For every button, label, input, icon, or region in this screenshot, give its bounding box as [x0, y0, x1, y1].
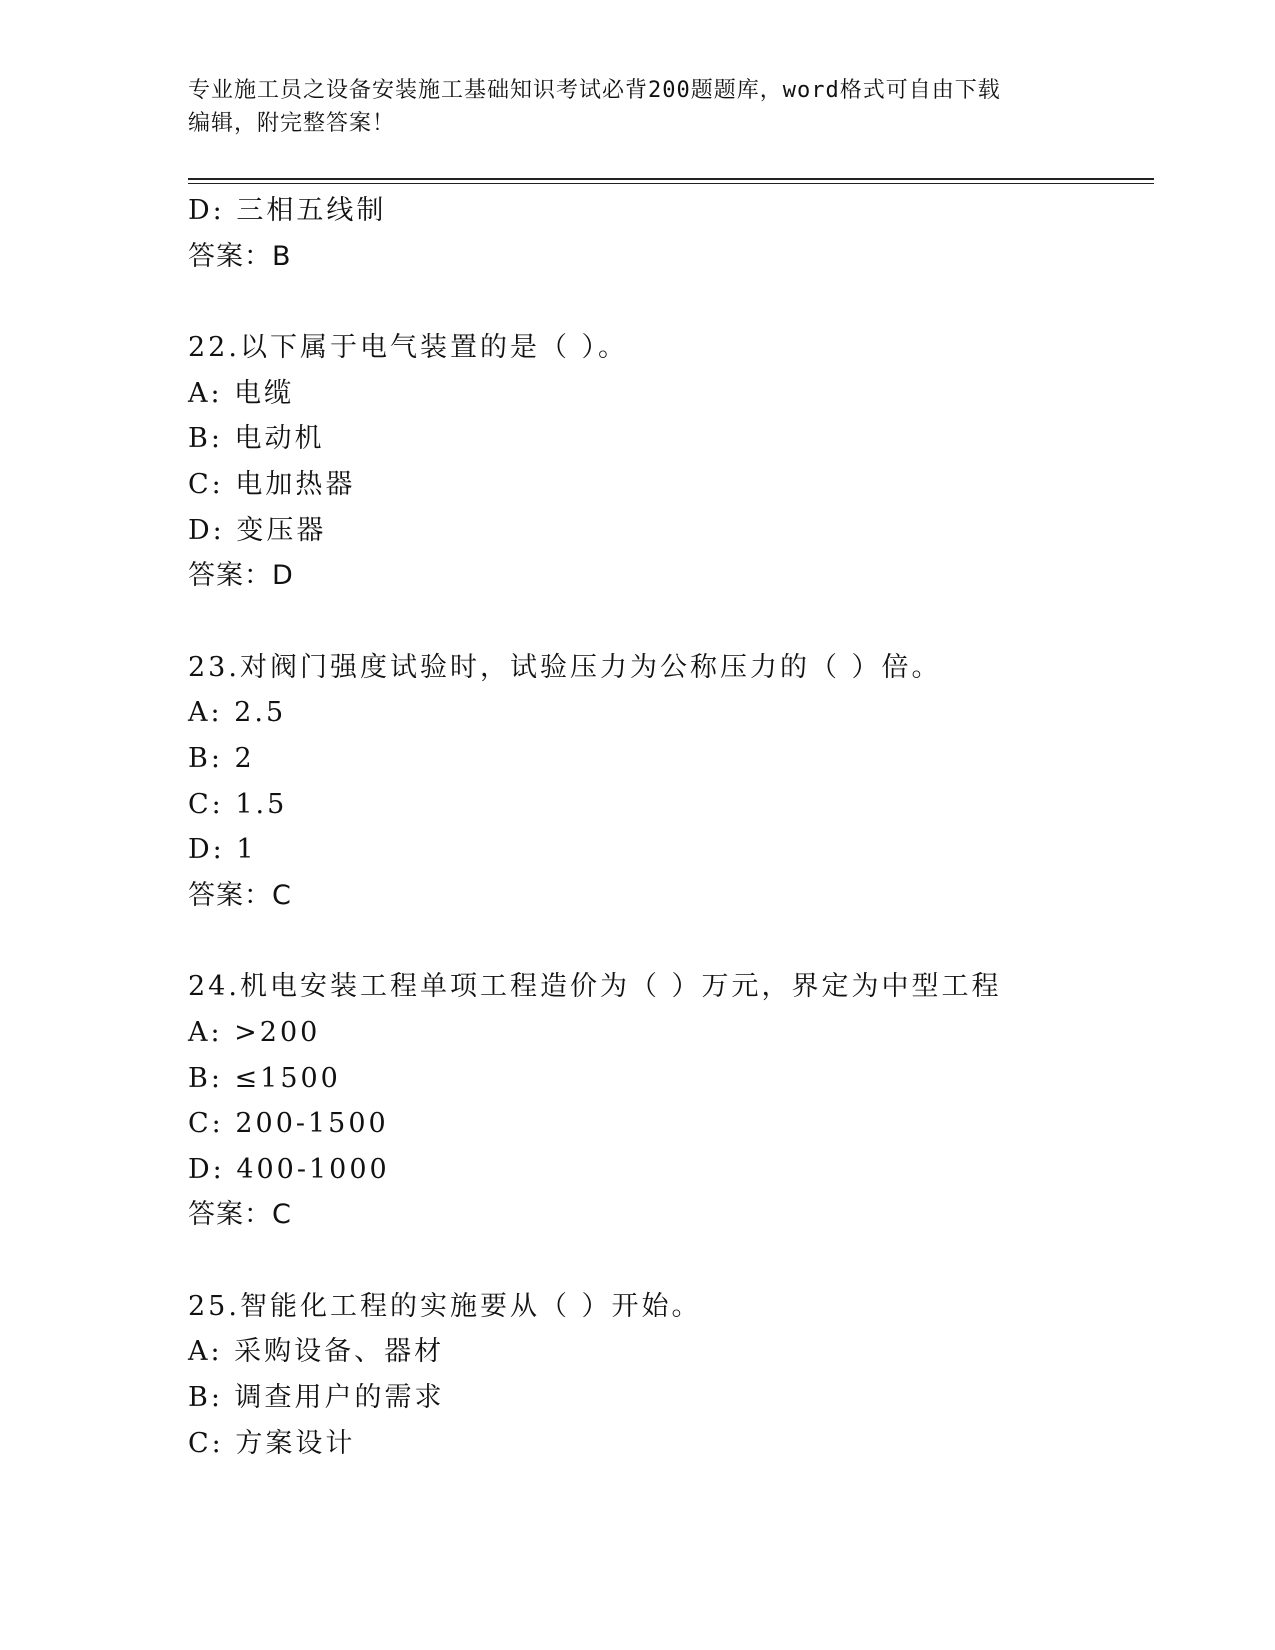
option-c: C: 200-1500: [188, 1108, 389, 1140]
spacer: [188, 279, 1154, 325]
option-d: D: 变压器: [188, 514, 327, 546]
option-a: A: 采购设备、器材: [188, 1336, 445, 1368]
question-stem: 23.对阀门强度试验时，试验压力为公称压力的（ ）倍。: [188, 651, 942, 683]
question-stem: 22.以下属于电气装置的是（ ）。: [188, 332, 629, 364]
option-a: A: 电缆: [188, 377, 295, 409]
option-b: B: 2: [188, 742, 255, 774]
question-24: [188, 964, 1154, 1238]
document-header: [188, 74, 1078, 140]
question-stem: 25.智能化工程的实施要从（ ）开始。: [188, 1290, 702, 1322]
option-c: C: 1.5: [188, 788, 288, 820]
question-22: [188, 325, 1154, 599]
option-b: B: ≤1500: [188, 1062, 341, 1094]
answer: 答案：C: [188, 1199, 292, 1231]
prev-answer: 答案：B: [188, 240, 292, 272]
header-divider-thick: [188, 178, 1154, 180]
question-23: [188, 645, 1154, 919]
option-a: A: 2.5: [188, 697, 287, 729]
option-d: D: 400-1000: [188, 1153, 390, 1185]
option-b: B: 电动机: [188, 423, 325, 455]
header-line-2: 编辑，附完整答案！: [188, 111, 396, 136]
answer: 答案：C: [188, 879, 292, 911]
header-divider-thin: [188, 183, 1154, 184]
option-a: A: >200: [188, 1016, 321, 1048]
spacer: [188, 599, 1154, 645]
question-25: [188, 1284, 1154, 1466]
option-c: C: 电加热器: [188, 468, 356, 500]
question-stem: 24.机电安装工程单项工程造价为（ ）万元，界定为中型工程: [188, 971, 1002, 1003]
prev-option-d: D: 三相五线制: [188, 195, 387, 226]
spacer: [188, 918, 1154, 964]
spacer: [188, 1238, 1154, 1284]
header-line-1: 专业施工员之设备安装施工基础知识考试必背200题题库，word格式可自由下载: [188, 78, 1001, 103]
question-list: [188, 188, 1154, 1466]
option-c: C: 方案设计: [188, 1427, 356, 1459]
answer: 答案：D: [188, 560, 294, 592]
option-b: B: 调查用户的需求: [188, 1382, 445, 1414]
option-d: D: 1: [188, 834, 257, 866]
